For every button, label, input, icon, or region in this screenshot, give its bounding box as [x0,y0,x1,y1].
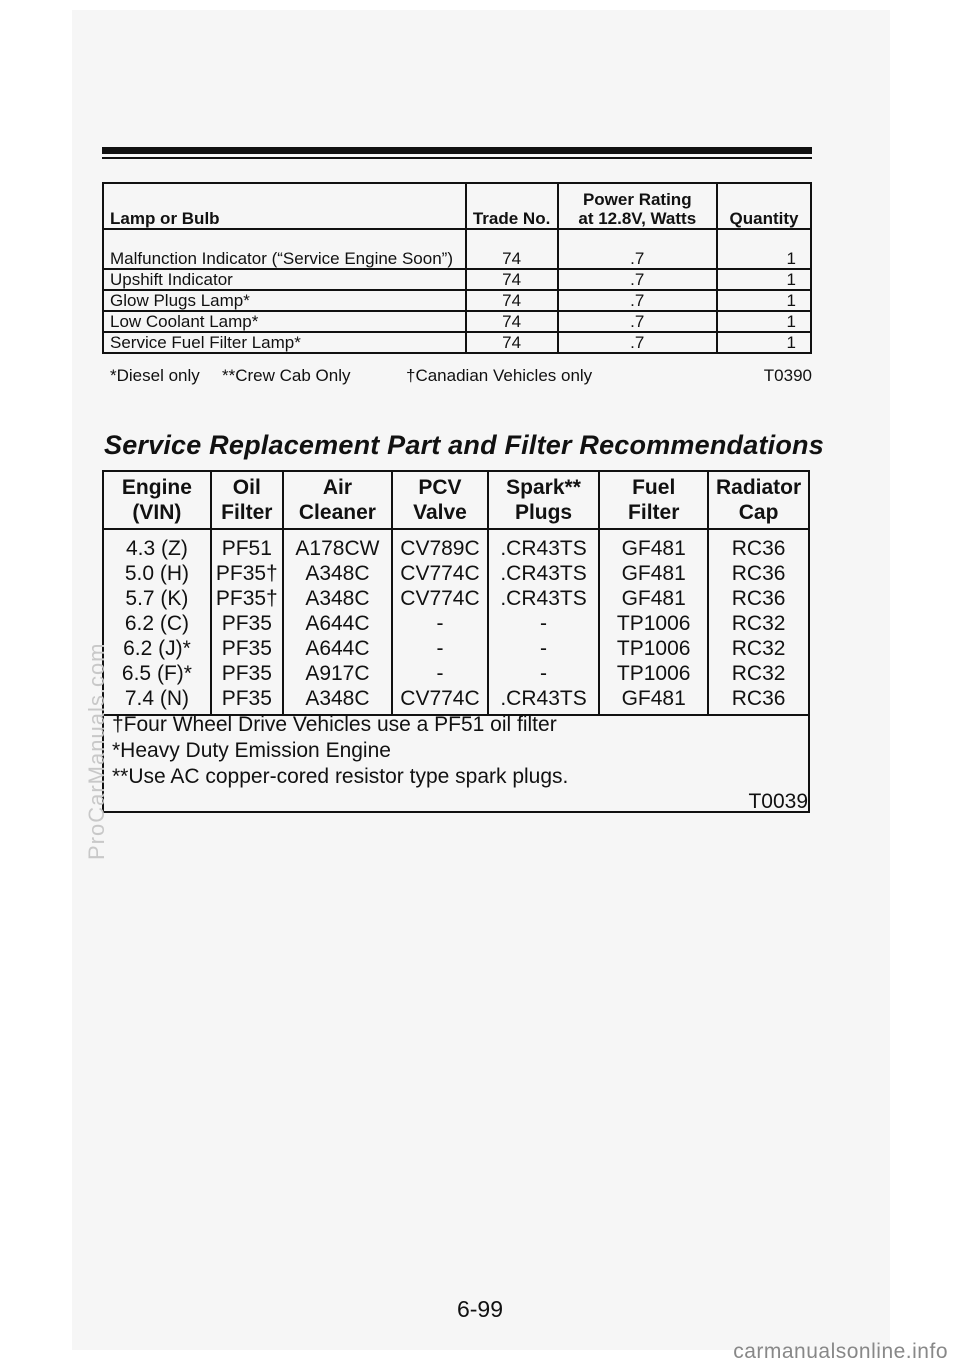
page-number: 6-99 [456,1296,504,1322]
filter-recommendation-table [104,472,808,716]
table-row [104,686,808,715]
fuel-filter-cell: TP1006 [599,611,708,636]
radiator-cap-cell: RC32 [731,662,786,685]
pcv-valve-cell: CV789C [392,529,488,561]
spark-plugs-cell: .CR43TS [488,686,599,715]
header-pcv-valve [392,472,488,529]
header-lamp: Lamp or Bulb [103,183,466,229]
footer-watermark: carmanualsonline.info [733,1340,948,1363]
oil-filter-cell: PF35† [211,586,283,611]
table-row [103,290,811,311]
trade-no: 74 [466,332,558,353]
radiator-cap-cell: RC36 [731,537,786,560]
air-cleaner-cell: A644C [283,611,392,636]
engine-cell: 7.4 (N) [104,686,211,715]
pcv-valve-cell: CV774C [392,686,488,715]
engine-cell: 6.2 (J)* [104,636,211,661]
header-line1: Radiator [716,476,802,499]
table-row [103,229,811,269]
power-rating: .7 [558,290,718,311]
trade-no: 74 [466,311,558,332]
oil-filter-cell: PF35† [211,561,283,586]
table-row [103,332,811,353]
note-spark-plugs: **Use AC copper-cored resistor type spark plugs. [112,765,569,788]
header-power [558,183,718,229]
header-rule-thin [102,157,812,159]
header-radiator-cap [708,472,808,529]
header-line2: Cap [738,501,779,524]
table-row [104,586,808,611]
footnote-canadian: †Canadian Vehicles only [406,366,593,385]
quantity: 1 [717,229,811,269]
header-engine [104,472,211,529]
fuel-filter-cell: GF481 [599,586,708,611]
power-rating: .7 [558,311,718,332]
table-code: T0039 [748,790,808,813]
header-power-line2: at 12.8V, Watts [578,209,697,228]
air-cleaner-cell: A348C [283,561,392,586]
note-four-wheel-drive: †Four Wheel Drive Vehicles use a PF51 oil filter [112,713,557,736]
trade-no: 74 [466,269,558,290]
quantity: 1 [717,332,811,353]
oil-filter-cell: PF35 [211,686,283,715]
fuel-filter-cell: GF481 [599,529,708,561]
spark-plugs-cell: - [488,611,599,636]
header-line2: Filter [628,501,680,524]
lamp-table-header [103,183,811,229]
trade-no: 74 [466,290,558,311]
table-row [103,269,811,290]
radiator-cap-cell: RC32 [731,637,786,660]
radiator-cap-cell: RC36 [708,686,808,715]
table-row [104,561,808,586]
trade-no: 74 [466,229,558,269]
spark-plugs-cell: .CR43TS [488,586,599,611]
header-line2: Filter [221,501,273,524]
table-row [104,661,808,686]
footnote-crew: **Crew Cab Only [222,366,351,385]
header-line2: Plugs [514,501,573,524]
oil-filter-cell: PF35 [211,661,283,686]
radiator-cap-cell: RC36 [731,562,786,585]
table-code: T0390 [763,366,812,385]
engine-cell: 4.3 (Z) [104,529,211,561]
radiator-cap-cell: RC32 [731,612,786,635]
pcv-valve-cell: - [392,636,488,661]
header-line1: Air [322,476,353,499]
engine-cell: 5.7 (K) [104,586,211,611]
oil-filter-cell: PF51 [211,529,283,561]
table-row [104,529,808,561]
power-rating: .7 [558,269,718,290]
header-line1: Oil [232,476,261,499]
footnote-diesel: *Diesel only [110,366,200,385]
air-cleaner-cell: A644C [283,636,392,661]
lamp-name: Service Fuel Filter Lamp* [103,332,466,353]
header-spark-plugs [488,472,599,529]
header-line1: Engine [121,476,192,499]
lamp-name: Upshift Indicator [103,269,466,290]
pcv-valve-cell: - [392,661,488,686]
radiator-cap-cell: RC36 [731,587,786,610]
engine-cell: 6.2 (C) [104,611,211,636]
spark-plugs-cell: .CR43TS [488,561,599,586]
header-air-cleaner [283,472,392,529]
fuel-filter-cell: TP1006 [599,636,708,661]
lamp-name: Low Coolant Lamp* [103,311,466,332]
header-line2: (VIN) [132,501,182,524]
header-rule [102,147,812,154]
table-row [104,636,808,661]
table-row [103,311,811,332]
power-rating: .7 [558,229,718,269]
header-power-line1: Power Rating [582,190,692,209]
air-cleaner-cell: A917C [283,661,392,686]
engine-cell: 6.5 (F)* [104,661,211,686]
pcv-valve-cell: CV774C [392,586,488,611]
spark-plugs-cell: - [488,661,599,686]
spark-plugs-cell: .CR43TS [488,529,599,561]
note-heavy-duty: *Heavy Duty Emission Engine [112,739,391,762]
fuel-filter-cell: TP1006 [599,661,708,686]
quantity: 1 [717,311,811,332]
header-qty: Quantity [717,183,811,229]
quantity: 1 [717,269,811,290]
filter-table-header [104,472,808,529]
air-cleaner-cell: A348C [283,686,392,715]
header-line2: Valve [413,501,467,524]
side-watermark: ProCarManuals.com [84,642,109,860]
table-row [104,611,808,636]
fuel-filter-cell: GF481 [599,686,708,715]
fuel-filter-cell: GF481 [599,561,708,586]
filter-notes [112,712,568,790]
engine-cell: 5.0 (H) [104,561,211,586]
oil-filter-cell: PF35 [211,636,283,661]
power-rating: .7 [558,332,718,353]
quantity: 1 [717,290,811,311]
spark-plugs-cell: - [488,636,599,661]
header-fuel-filter [599,472,708,529]
header-line1: Fuel [632,476,676,499]
lamp-name: Malfunction Indicator (“Service Engine Soon”) [103,229,466,269]
air-cleaner-cell: A348C [283,586,392,611]
header-line2: Cleaner [298,501,376,524]
pcv-valve-cell: CV774C [392,561,488,586]
header-trade: Trade No. [466,183,558,229]
oil-filter-cell: PF35 [211,611,283,636]
section-title: Service Replacement Part and Filter Recommendations [104,430,824,460]
header-line1: PCV [418,476,462,499]
lamp-bulb-table [102,182,812,354]
header-oil-filter [211,472,283,529]
air-cleaner-cell: A178CW [283,529,392,561]
header-line1: Spark** [506,476,581,499]
lamp-name: Glow Plugs Lamp* [103,290,466,311]
pcv-valve-cell: - [392,611,488,636]
